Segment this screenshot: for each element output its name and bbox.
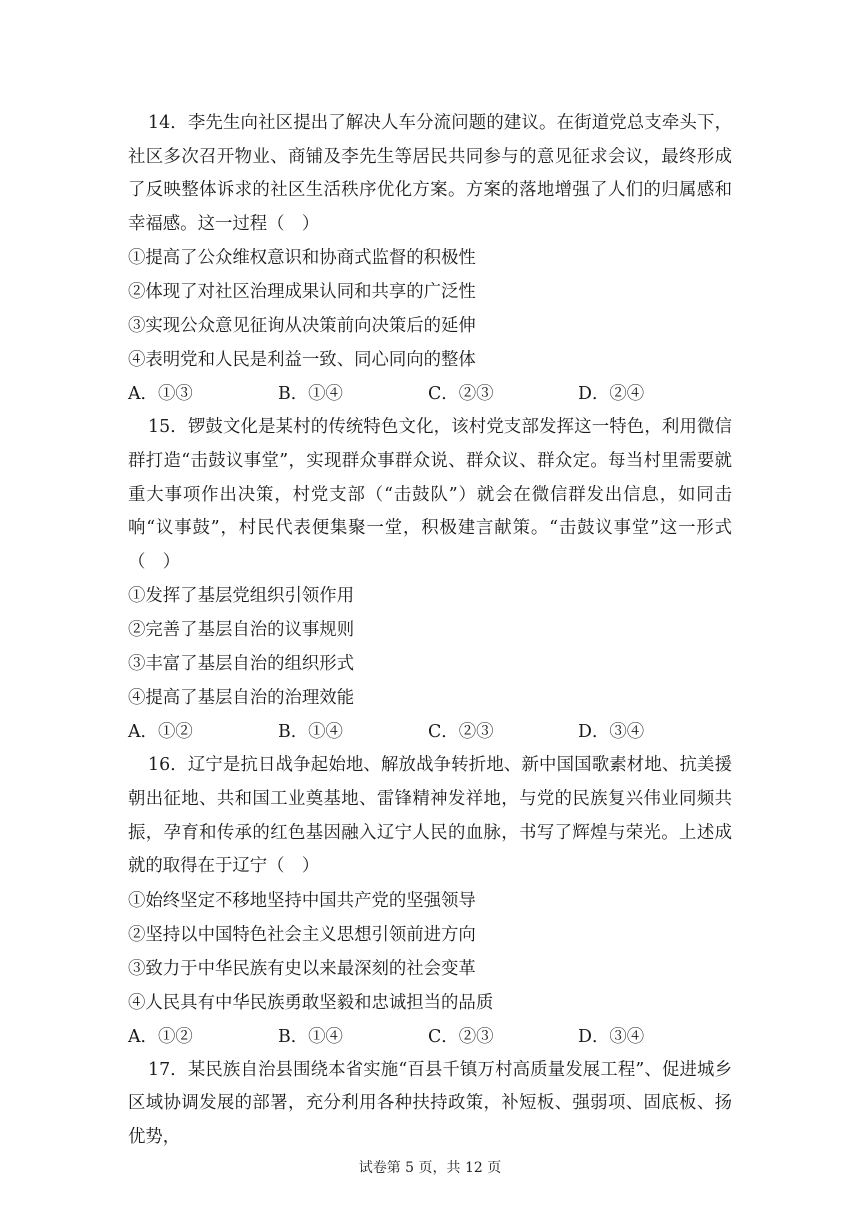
- question-list: [128, 107, 732, 1155]
- statement-option: ④人民具有中华民族勇敢坚毅和忠诚担当的品质: [128, 992, 494, 1013]
- choice-a: A．①②: [128, 1026, 193, 1047]
- statement-option: ③致力于中华民族有史以来最深刻的社会变革: [128, 958, 476, 979]
- question-stem: 14．李先生向社区提出了解决人车分流问题的建议。在街道党总支牵头下，社区多次召开物业、商铺及李先生等居民共同参与的意见征求会议，最终形成了反映整体诉求的社区生活秩序优化方案。方案的落地增强了人们的归属感和幸福感。这一过程（ ）: [128, 113, 732, 234]
- choice-c: C．②③: [428, 722, 494, 743]
- statement-option: ③实现公众意见征询从决策前向决策后的延伸: [128, 316, 476, 337]
- choice-c: C．②③: [428, 384, 494, 405]
- choice-a: A．①③: [128, 384, 193, 405]
- statement-option: ④表明党和人民是利益一致、同心同向的整体: [128, 350, 476, 371]
- answer-choices: [128, 715, 732, 749]
- choice-d: D．②④: [578, 384, 645, 405]
- page-footer: 试卷第 5 页，共 12 页: [358, 1160, 502, 1176]
- question-stem: 17．某民族自治县围绕本省实施“百县千镇万村高质量发展工程”、促进城乡区域协调发展的部署，充分利用各种扶持政策，补短板、强弱项、固底板、扬优势，: [128, 1059, 732, 1147]
- answer-choices: [128, 1020, 732, 1054]
- statement-option: ③丰富了基层自治的组织形式: [128, 654, 355, 675]
- question-stem: 16．辽宁是抗日战争起始地、解放战争转折地、新中国国歌素材地、抗美援朝出征地、共和国工业奠基地、雷锋精神发祥地，与党的民族复兴伟业同频共振，孕育和传承的红色基因融入辽宁人民的血脉，书写了辉煌与荣光。上述成就的取得在于辽宁（ ）: [128, 755, 732, 877]
- question-15: [128, 411, 732, 749]
- statement-option: ①提高了公众维权意识和协商式监督的积极性: [128, 248, 476, 269]
- answer-choices: [128, 377, 732, 411]
- choice-b: B．①④: [278, 384, 343, 405]
- choice-b: B．①④: [278, 1026, 343, 1047]
- choice-d: D．③④: [578, 1026, 645, 1047]
- choice-c: C．②③: [428, 1026, 494, 1047]
- choice-b: B．①④: [278, 722, 343, 743]
- question-16: [128, 749, 732, 1053]
- statement-option: ④提高了基层自治的治理效能: [128, 688, 355, 709]
- question-17: [128, 1054, 732, 1155]
- choice-a: A．①②: [128, 722, 193, 743]
- statement-option: ①发挥了基层党组织引领作用: [128, 586, 355, 607]
- question-14: [128, 107, 732, 411]
- statement-option: ②完善了基层自治的议事规则: [128, 620, 355, 641]
- question-stem: 15．锣鼓文化是某村的传统特色文化，该村党支部发挥这一特色，利用微信群打造“击鼓议事堂”，实现群众事群众说、群众议、群众定。每当村里需要就重大事项作出决策，村党支部（“击鼓队”）就会在微信群发出信息，如同击响“议事鼓”，村民代表便集聚一堂，积极建言献策。“击鼓议事堂”这一形式（ ）: [128, 417, 732, 572]
- statement-option: ①始终坚定不移地坚持中国共产党的坚强领导: [128, 890, 476, 911]
- statement-option: ②坚持以中国特色社会主义思想引领前进方向: [128, 924, 476, 945]
- choice-d: D．③④: [578, 722, 645, 743]
- statement-option: ②体现了对社区治理成果认同和共享的广泛性: [128, 282, 476, 303]
